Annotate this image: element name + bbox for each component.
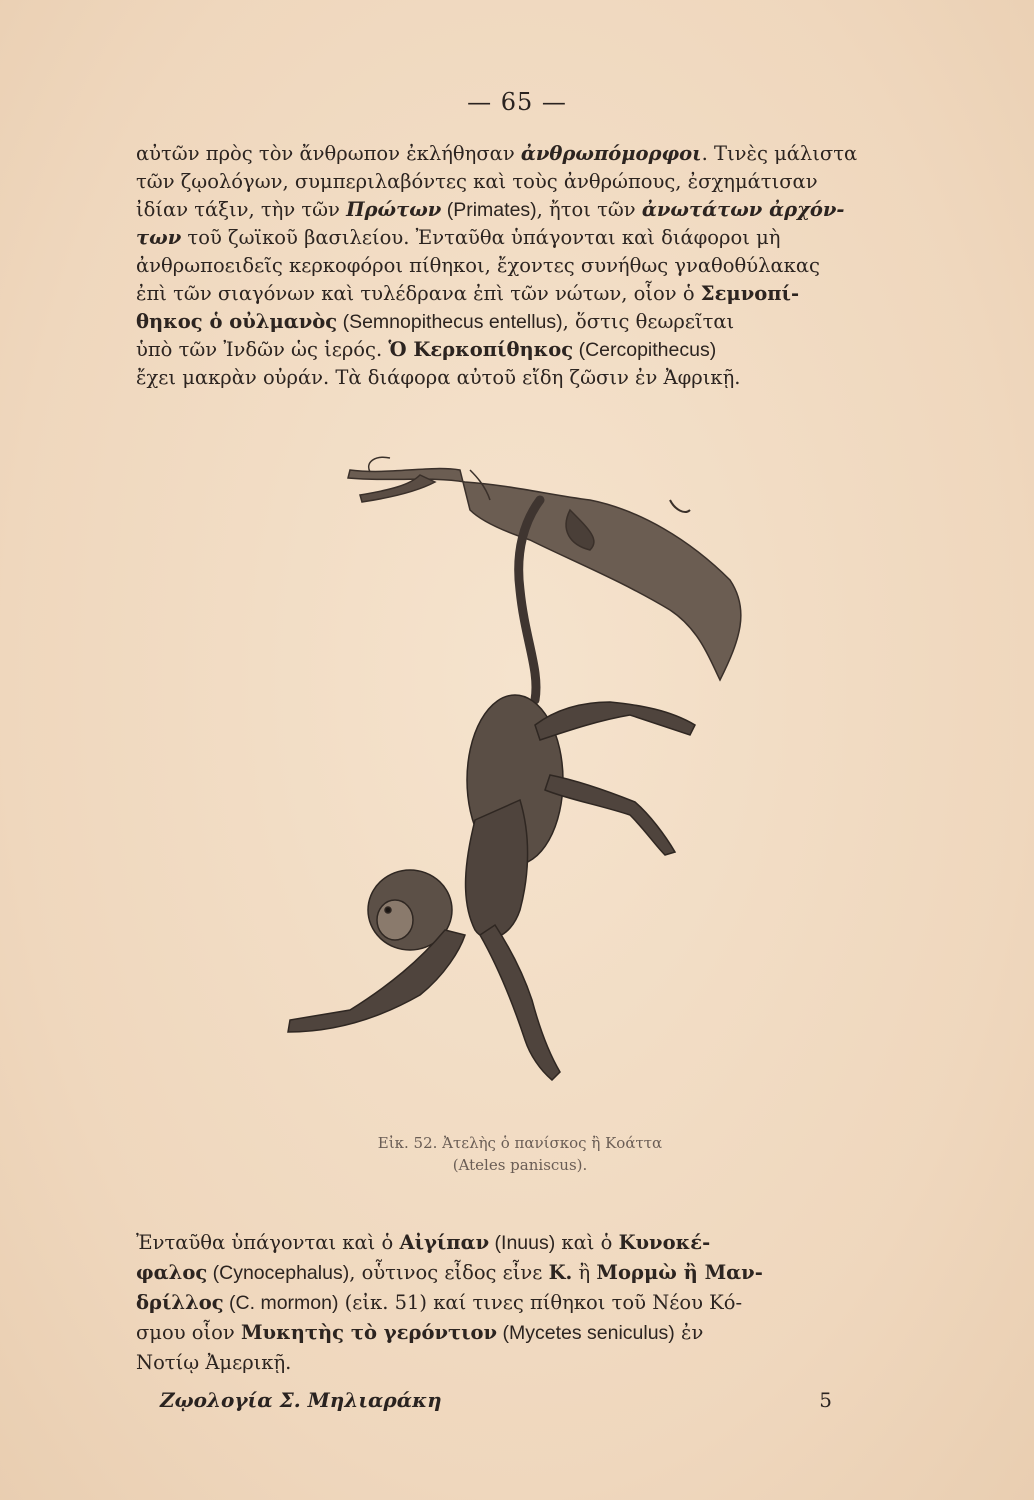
text-run: ἐν <box>674 1321 704 1344</box>
bold-term: Αἰγίπαν <box>399 1231 490 1254</box>
branch-drawing <box>348 457 741 680</box>
book-title: Ζῳολογία Σ. Μηλιαράκη <box>160 1388 442 1412</box>
text-line <box>136 364 904 392</box>
latin-name: (Semnopithecus entellus) <box>337 311 563 333</box>
text-run: , ἤτοι τῶν <box>536 198 642 221</box>
text-line <box>136 308 904 336</box>
figure-caption <box>260 1132 780 1176</box>
text-run: ἢ <box>572 1261 597 1284</box>
text-run: ἰδίαν τάξιν, τὴν τῶν <box>136 198 347 221</box>
signature-mark: 5 <box>819 1388 832 1412</box>
bold-term: Ὁ Κερκοπίθηκος <box>388 338 574 361</box>
text-line <box>136 280 904 308</box>
text-run: Ἐνταῦθα ὑπάγονται καὶ ὁ <box>136 1231 400 1254</box>
bold-term: Σεμνοπί- <box>700 282 800 305</box>
text-run: αὐτῶν πρὸς τὸν ἄνθρωπον ἐκλήθησαν <box>136 142 521 165</box>
latin-name: (Inuus) <box>489 1232 556 1254</box>
italic-term: ἀνθρωπόμορφοι <box>520 142 702 165</box>
text-line <box>136 168 904 196</box>
bold-term: δρίλλος <box>136 1291 224 1314</box>
latin-name: (Mycetes seniculus) <box>497 1322 675 1344</box>
text-run: καὶ ὁ <box>555 1231 619 1254</box>
text-run: ἐπὶ τῶν σιαγόνων καὶ τυλέδρανα ἐπὶ τῶν νώτων, οἷον ὁ <box>136 282 701 305</box>
bold-term: θηκος ὁ οὐλμανὸς <box>136 310 338 333</box>
text-line <box>136 140 904 168</box>
text-line <box>136 336 904 364</box>
latin-name: (Cercopithecus) <box>573 339 717 361</box>
caption-species: (Ateles paniscus). <box>452 1156 588 1174</box>
text-run: , ὅστις θεωρεῖται <box>562 310 735 333</box>
text-run: (εἰκ. 51) καί τινες πίθηκοι τοῦ Νέου Κό- <box>338 1291 743 1314</box>
text-line <box>136 1318 904 1348</box>
text-run: ὑπὸ τῶν Ἰνδῶν ὡς ἱερός. <box>136 338 389 361</box>
text-run: ἀνθρωποειδεῖς κερκοφόροι πίθηκοι, ἔχοντες συνήθως γναθοθύλακας <box>136 254 820 277</box>
text-line <box>136 1348 904 1377</box>
text-run: , οὗτινος εἶδος εἶνε <box>349 1261 549 1284</box>
text-line <box>136 1258 904 1288</box>
text-run: . Τινὲς μάλιστα <box>701 142 858 165</box>
latin-name: (Cynocephalus) <box>207 1262 350 1284</box>
text-run: ἔχει μακρὰν οὐράν. Τὰ διάφορα αὐτοῦ εἴδη ζῶσιν ἐν Ἀφρικῇ. <box>136 366 741 389</box>
text-run: τῶν ζῳολόγων, συμπεριλαβόντες καὶ τοὺς ἀνθρώπους, ἐσχημάτισαν <box>136 170 818 193</box>
bold-term: Κ. <box>548 1261 573 1284</box>
text-run: Νοτίῳ Ἀμερικῇ. <box>136 1351 292 1374</box>
text-run: σμου οἷον <box>136 1321 241 1344</box>
bold-term: Μυκητὴς τὸ γερόντιον <box>240 1321 498 1344</box>
bold-term: Κυνοκέ- <box>618 1231 711 1254</box>
latin-name: (Primates) <box>441 199 537 221</box>
paragraph-other-primates <box>136 1228 904 1377</box>
latin-name: (C. mormon) <box>223 1292 339 1314</box>
italic-term: Πρώτων <box>346 198 442 221</box>
text-line <box>136 224 904 252</box>
paragraph-primates <box>136 140 904 392</box>
spider-monkey-illustration <box>270 440 770 1120</box>
monkey-body-drawing <box>288 695 695 1080</box>
caption-title: Εἰκ. 52. Ἀτελὴς ὁ πανίσκος ἢ Κοάττα <box>377 1134 663 1152</box>
italic-term: ἀνωτάτων ἀρχόν- <box>641 198 845 221</box>
page-number: — 65 — <box>467 88 567 116</box>
text-line <box>136 1288 904 1318</box>
bold-term: φαλος <box>136 1261 208 1284</box>
text-line <box>136 1228 904 1258</box>
italic-term: των <box>136 226 182 249</box>
bold-term: Μορμὼ ἢ Μαν- <box>596 1261 763 1284</box>
text-line <box>136 196 904 224</box>
text-run: τοῦ ζωϊκοῦ βασιλείου. Ἐνταῦθα ὑπάγονται καὶ διάφοροι μὴ <box>181 226 781 249</box>
text-line <box>136 252 904 280</box>
page-footer <box>150 1388 850 1418</box>
